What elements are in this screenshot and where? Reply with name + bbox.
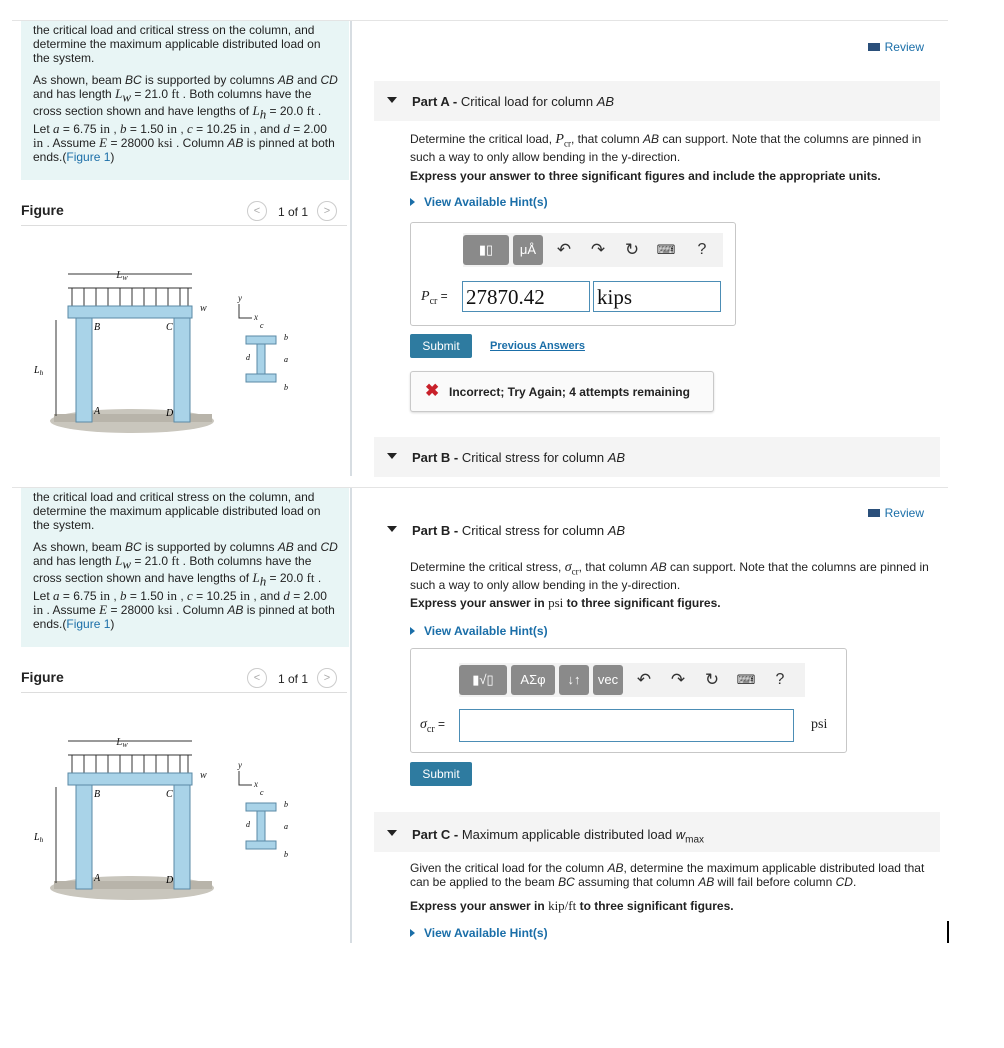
problem-statement: [21, 21, 349, 180]
figure-heading: Figure: [21, 202, 64, 218]
expand-triangle-icon: [410, 929, 415, 937]
redo-icon[interactable]: ↷: [590, 240, 606, 259]
value-input[interactable]: 27870.42: [462, 281, 590, 312]
reset-icon[interactable]: ↻: [704, 670, 720, 689]
column-figure: [34, 266, 322, 441]
review-link[interactable]: Review: [868, 506, 924, 520]
part-c-header[interactable]: Part C - Maximum applicable distributed load $w_{max}$: [374, 812, 940, 852]
book-icon: [868, 43, 880, 51]
error-x-icon: ✖: [425, 381, 440, 400]
svg-text:C: C: [166, 322, 173, 333]
divider: [350, 21, 352, 476]
svg-text:w: w: [200, 303, 207, 314]
problem-intro: the critical load and critical stress on the column, and determine the maximum applicable distributed load on the system.: [33, 490, 321, 532]
answer-label: $P_{cr}$ =: [421, 289, 448, 307]
keyboard-icon[interactable]: ⌨: [656, 242, 676, 257]
part-a-header[interactable]: Part A - Critical load for column AB: [374, 81, 940, 121]
svg-text:c: c: [260, 321, 264, 330]
reset-icon[interactable]: ↻: [624, 240, 640, 259]
svg-text:d: d: [246, 353, 250, 362]
frame-diagram: [34, 733, 322, 903]
collapse-triangle-icon: [387, 830, 397, 836]
part-a-instruction: Express your answer to three significant figures and include the appropriate units.: [410, 169, 881, 183]
previous-answers-link[interactable]: Previous Answers: [490, 340, 585, 352]
problem-body: As shown, beam BC is supported by columns AB and CD and has length $L_w = 21.0$ ft . Both columns have the cross section shown and have lengths of $L_h = 20.0$ ft . Let a = 6.75 in , b = 1.50 in , c = 10.25 in , and d = 2.00 in . Assume E = 28000 ksi . Column AB is pinned at both ends.(Figure 1): [33, 540, 338, 631]
part-b-description: Determine the critical stress, $\sigma_{cr}$, that column AB can support. Note that the columns are pinned in such a way to only allow bending in the y-direction.: [410, 560, 929, 593]
keyboard-icon[interactable]: ⌨: [736, 672, 756, 687]
help-icon[interactable]: ?: [697, 241, 707, 258]
problem-statement: [21, 488, 349, 647]
svg-text:A: A: [94, 406, 101, 417]
svg-text:b: b: [284, 383, 288, 392]
figure-heading: Figure: [21, 669, 64, 685]
svg-text:x: x: [254, 779, 258, 789]
divider: [350, 488, 352, 943]
part-b-header[interactable]: Part B - Critical stress for column AB: [374, 510, 940, 540]
svg-text:y: y: [238, 760, 242, 770]
svg-text:Lw: Lw: [116, 736, 128, 749]
svg-text:x: x: [254, 312, 258, 322]
answer-label: $\sigma_{cr}$ =: [420, 717, 446, 735]
problem-column: [12, 488, 350, 943]
value-input[interactable]: [459, 709, 794, 742]
problem-column: [12, 21, 350, 476]
math-toolbar: [463, 233, 723, 267]
figure-page: 1 of 1: [278, 205, 309, 219]
svg-text:b: b: [284, 850, 288, 859]
svg-text:d: d: [246, 820, 250, 829]
svg-text:Lw: Lw: [116, 269, 128, 282]
template-button[interactable]: ▮▯: [463, 235, 509, 265]
units-input[interactable]: kips: [593, 281, 721, 312]
template-button[interactable]: ▮√▯: [459, 665, 507, 695]
screenshot-panel-2: [12, 487, 948, 943]
answer-box-a: [410, 222, 736, 326]
expand-triangle-icon: [410, 198, 415, 206]
answer-column: [374, 21, 948, 476]
greek-button[interactable]: ΑΣφ: [511, 665, 555, 695]
figure-link[interactable]: Figure 1: [66, 616, 111, 631]
feedback-message: Incorrect; Try Again; 4 attempts remaining: [449, 385, 690, 399]
submit-button[interactable]: Submit: [410, 334, 472, 358]
svg-text:w: w: [200, 770, 207, 781]
svg-text:B: B: [94, 322, 101, 333]
screenshot-panel-1: [12, 20, 948, 476]
problem-intro: the critical load and critical stress on the column, and determine the maximum applicable distributed load on the system.: [33, 23, 321, 65]
svg-text:c: c: [260, 788, 264, 797]
part-b-instruction: Express your answer in psi to three significant figures.: [410, 595, 721, 610]
svg-text:D: D: [166, 408, 174, 419]
svg-text:b: b: [284, 800, 288, 809]
answer-column: [374, 488, 948, 943]
svg-text:Lh: $L_h$: [34, 365, 44, 377]
next-figure-button[interactable]: >: [317, 668, 337, 688]
undo-icon[interactable]: ↶: [556, 240, 572, 259]
hint-toggle[interactable]: View Available Hint(s): [410, 195, 548, 209]
svg-text:y: y: [238, 293, 242, 303]
submit-button[interactable]: Submit: [410, 762, 472, 786]
part-c-description: Given the critical load for the column AB, determine the maximum applicable distributed load that can be applied to the beam BC assuming that column AB will fail before column CD.: [410, 861, 925, 889]
svg-text:C: C: [166, 789, 173, 800]
help-icon[interactable]: ?: [775, 671, 785, 688]
text-cursor: [947, 921, 949, 943]
redo-icon[interactable]: ↷: [670, 670, 686, 689]
part-b-header[interactable]: Part B - Critical stress for column AB: [374, 437, 940, 477]
expand-triangle-icon: [410, 627, 415, 635]
part-c-instruction: Express your answer in kip/ft to three significant figures.: [410, 898, 734, 913]
svg-text:A: A: [94, 873, 101, 884]
answer-box-b: [410, 648, 847, 753]
collapse-triangle-icon: [387, 526, 397, 532]
figure-page: 1 of 1: [278, 672, 309, 686]
feedback-box: [410, 371, 714, 412]
review-link[interactable]: Review: [868, 40, 924, 54]
undo-icon[interactable]: ↶: [636, 670, 652, 689]
column-figure: [34, 733, 322, 908]
figure-header: [21, 195, 347, 226]
svg-text:a: a: [284, 355, 288, 364]
collapse-triangle-icon: [387, 453, 397, 459]
units-button[interactable]: μÅ: [513, 235, 543, 265]
svg-text:b: b: [284, 333, 288, 342]
svg-text:D: D: [166, 875, 174, 886]
svg-text:B: B: [94, 789, 101, 800]
units-label: psi: [811, 717, 828, 732]
svg-text:Lh: $L_h$: [34, 832, 44, 844]
figure-header: [21, 662, 347, 693]
arrows-button[interactable]: ↓↑: [559, 665, 589, 695]
vector-button[interactable]: vec: [593, 665, 623, 695]
problem-body: As shown, beam BC is supported by columns AB and CD and has length $L_w = 21.0$ ft . Both columns have the cross section shown and have lengths of $L_h = 20.0$ ft . Let a = 6.75 in , b = 1.50 in , c = 10.25 in , and d = 2.00 in . Assume E = 28000 ksi . Column AB is pinned at both ends.(Figure 1): [33, 73, 338, 164]
hint-toggle[interactable]: View Available Hint(s): [410, 624, 548, 638]
next-figure-button[interactable]: >: [317, 201, 337, 221]
prev-figure-button[interactable]: <: [247, 668, 267, 688]
math-toolbar: [459, 663, 805, 697]
frame-diagram: [34, 266, 322, 436]
hint-toggle[interactable]: View Available Hint(s): [410, 926, 548, 940]
prev-figure-button[interactable]: <: [247, 201, 267, 221]
collapse-triangle-icon: [387, 97, 397, 103]
svg-text:a: a: [284, 822, 288, 831]
figure-link[interactable]: Figure 1: [66, 149, 111, 164]
part-a-description: Determine the critical load, $P_{cr}$, that column AB can support. Note that the columns are pinned in such a way to only allow bending in the y-direction.: [410, 132, 922, 165]
